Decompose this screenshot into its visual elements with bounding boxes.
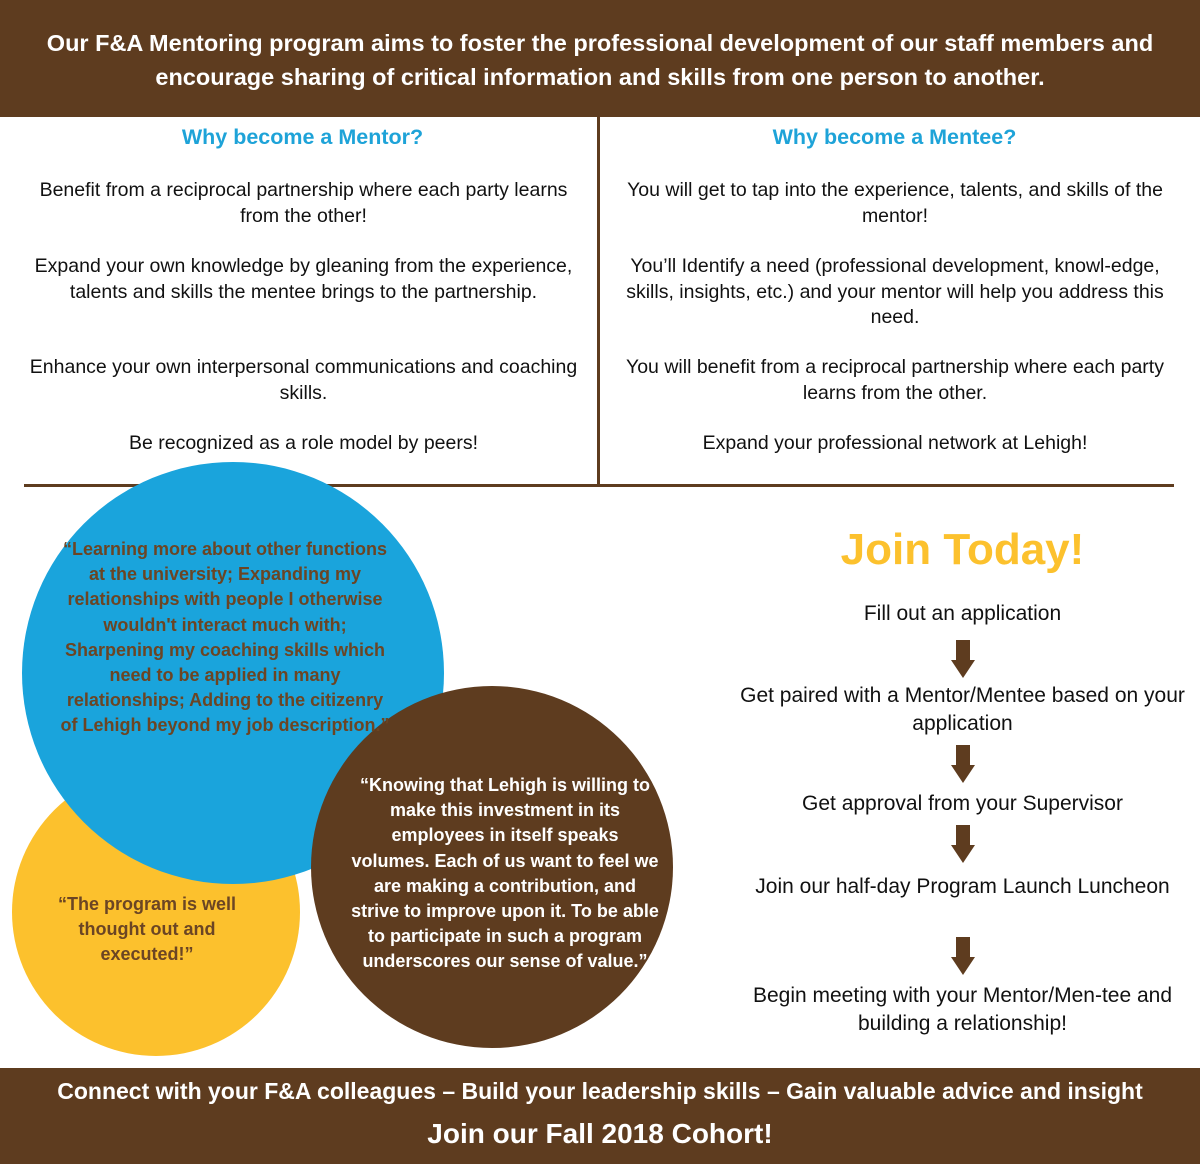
brown-quote-text: “Knowing that Lehigh is willing to make this investment in its employees in itself speaks volumes. Each of us want to feel we are making a contribution, and strive to improve upon it. To be able to participate in such a program underscores our sense of value.”: [351, 775, 659, 972]
yellow-quote-text: “The program is well thought out and executed!”: [57, 894, 237, 965]
header-line-1: Our F&A Mentoring program aims to foster the professional development of our staff members and: [46, 30, 1154, 56]
mentee-item: You will get to tap into the experience, talents, and skills of the mentor!: [627, 179, 1163, 227]
footer-cta: Join our Fall 2018 Cohort!: [427, 1118, 773, 1149]
mentee-item: You’ll Identify a need (professional development, knowl-edge, skills, insights, etc.) and your mentor will help you address this need.: [626, 255, 1164, 328]
mentee-item: You will benefit from a reciprocal partnership where each party learns from the other.: [626, 356, 1164, 404]
blue-quote-text: “Learning more about other functions at the university; Expanding my relationships with people I otherwise wouldn't interact much with; Sharpening my coaching skills which need to be applied in many relationships; Adding to the citizenry of Lehigh beyond my job description.”: [60, 539, 390, 736]
down-arrow-icon: [951, 825, 975, 863]
mentor-heading: Why become a Mentor?: [181, 125, 424, 149]
mentor-item: Expand your own knowledge by gleaning from the experience, talents and skills the mentee brings to the partnership.: [34, 255, 573, 303]
join-step: Fill out an application: [863, 602, 1062, 625]
join-step: Get paired with a Mentor/Mentee based on your application: [740, 684, 1185, 735]
join-step: Get approval from your Supervisor: [802, 792, 1123, 815]
join-step: Begin meeting with your Mentor/Men-tee and building a relationship!: [752, 984, 1173, 1035]
down-arrow-icon: [951, 745, 975, 783]
down-arrow-icon: [951, 937, 975, 975]
mentor-item: Be recognized as a role model by peers!: [128, 432, 479, 454]
header-banner: [0, 0, 1200, 117]
footer-tagline: Connect with your F&A colleagues – Build your leadership skills – Gain valuable advice and insight: [57, 1078, 1143, 1104]
mentee-heading: Why become a Mentee?: [772, 125, 1017, 149]
footer-banner: [0, 1068, 1200, 1164]
join-title: Join Today!: [840, 525, 1085, 574]
column-divider: [597, 117, 600, 485]
join-step: Join our half-day Program Launch Luncheon: [755, 875, 1170, 898]
mentor-item: Enhance your own interpersonal communications and coaching skills.: [29, 356, 578, 404]
header-line-2: encourage sharing of critical information and skills from one person to another.: [155, 64, 1045, 90]
mentor-item: Benefit from a reciprocal partnership where each party learns from the other!: [39, 179, 568, 227]
down-arrow-icon: [951, 640, 975, 678]
mentee-item: Expand your professional network at Lehigh!: [702, 432, 1088, 454]
